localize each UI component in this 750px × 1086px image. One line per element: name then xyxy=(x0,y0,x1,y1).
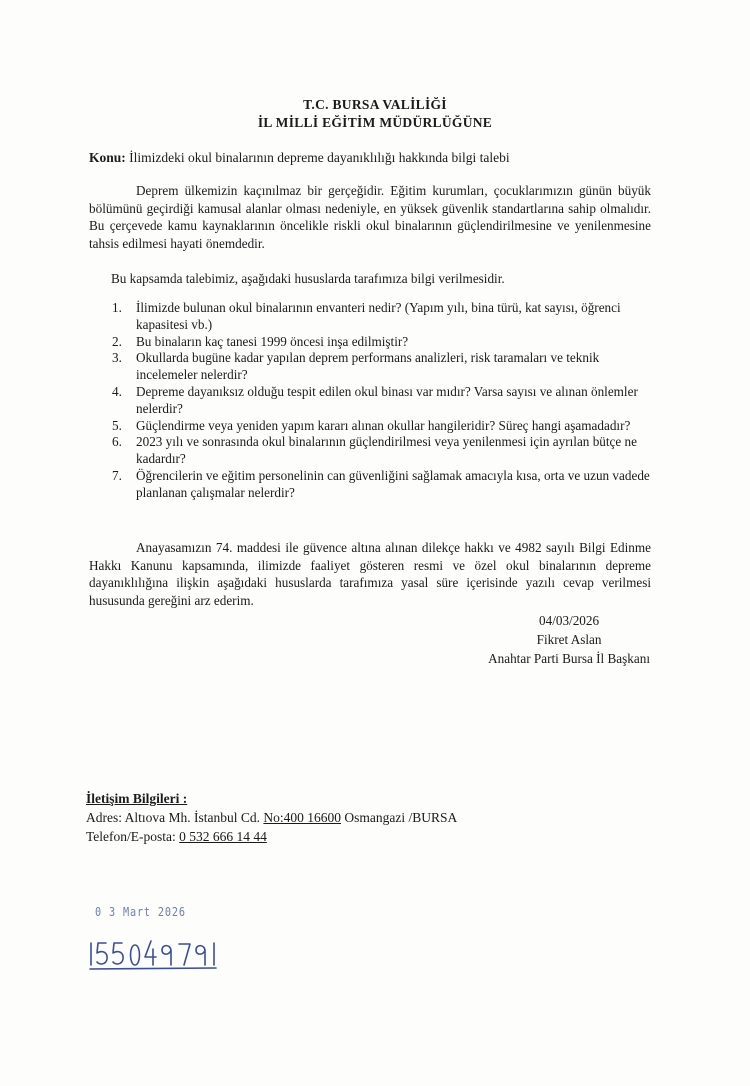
list-item-number: 7. xyxy=(112,467,122,483)
received-stamp-date: 0 3 Mart 2026 xyxy=(95,905,186,919)
paragraph-intro: Deprem ülkemizin kaçınılmaz bir gerçeğidir. Eğitim kurumları, çocuklarımızın günün büyük bölümünü geçirdiği kamusal alanlar olması nedeniyle, en yüksek güvenlik standartlarına sahip olmalıdır. Bu çerçevede kamu kaynaklarının öncelikle riskli okul binalarının güçlendirilmesine ve yenilenmesine tahsis edilmesi hayati önemdedir. xyxy=(89,183,651,251)
handwritten-number-drawing xyxy=(88,935,238,971)
address-label: Adres: Altıova Mh. İstanbul Cd. xyxy=(86,810,260,825)
list-item xyxy=(100,350,650,384)
list-item xyxy=(100,418,650,435)
list-item xyxy=(100,434,650,468)
paragraph-request: Bu kapsamda talebimiz, aşağıdaki hususlarda tarafımıza bilgi verilmesidir. xyxy=(111,271,505,286)
phone-number: 0 532 666 14 44 xyxy=(179,829,267,844)
contact-address xyxy=(86,808,457,827)
contact-phone xyxy=(86,827,457,846)
handwritten-registry-number xyxy=(88,935,238,976)
phone-label: Telefon/E-posta: xyxy=(86,829,176,844)
list-item xyxy=(100,300,650,334)
list-item-text: İlimizde bulunan okul binalarının envanteri nedir? (Yapım yılı, bina türü, kat sayısı, öğrenci kapasitesi vb.) xyxy=(136,300,621,332)
list-item-text: Öğrencilerin ve eğitim personelinin can güvenliğini sağlamak amacıyla kısa, orta ve uzun vadede planlanan çalışmalar nelerdir? xyxy=(136,467,650,500)
list-item xyxy=(100,384,650,418)
signature-name: Fikret Aslan xyxy=(536,632,602,647)
address-number: No:400 16600 xyxy=(263,810,341,825)
contact-title: İletişim Bilgileri : xyxy=(86,791,188,806)
subject-text: İlimizdeki okul binalarının depreme dayanıklılığı hakkında bilgi talebi xyxy=(129,150,510,165)
list-item-text: Bu binaların kaç tanesi 1999 öncesi inşa edilmiştir? xyxy=(136,333,409,349)
subject-line xyxy=(89,150,669,166)
signature-block xyxy=(488,611,650,668)
list-item-number: 3. xyxy=(112,350,122,366)
contact-block xyxy=(86,789,457,846)
list-item-text: Depreme dayanıksız olduğu tespit edilen okul binası var mıdır? Varsa sayısı ve alınan önlemler nelerdir? xyxy=(136,383,638,416)
subject-label: Konu: xyxy=(89,150,126,165)
address-rest: Osmangazi /BURSA xyxy=(344,810,458,825)
list-item-number: 5. xyxy=(112,417,122,433)
list-item-number: 6. xyxy=(112,434,122,450)
header-line-2: İL MİLLİ EĞİTİM MÜDÜRLÜĞÜNE xyxy=(257,115,493,130)
signature-date: 04/03/2026 xyxy=(539,613,600,628)
list-item-text: 2023 yılı ve sonrasında okul binalarının güçlendirilmesi veya yenilenmesi için ayrılan bütçe ne kadardır? xyxy=(136,434,637,467)
list-item-text: Okullarda bugüne kadar yapılan deprem performans analizleri, risk taramaları ve teknik incelemeler nelerdir? xyxy=(136,350,600,383)
letter-header xyxy=(0,96,750,132)
paragraph-closing: Anayasamızın 74. maddesi ile güvence altına alınan dilekçe hakkı ve 4982 sayılı Bilgi Edinme Hakkı Kanunu kapsamında, ilimizde faaliyet gösteren resmi ve özel okul binalarının depreme dayanıklılığına ilişkin aşağıdaki hususlarda tarafımıza yasal süre içerisinde yazılı cevap verilmesi hususunda gereğini arz ederim. xyxy=(89,540,651,608)
header-line-1: T.C. BURSA VALİLİĞİ xyxy=(303,97,447,112)
question-list xyxy=(100,300,650,502)
list-item-number: 1. xyxy=(112,300,122,315)
list-item-number: 2. xyxy=(112,333,122,349)
list-item xyxy=(100,468,650,502)
signature-title: Anahtar Parti Bursa İl Başkanı xyxy=(488,651,650,666)
list-item-number: 4. xyxy=(112,383,122,399)
list-item xyxy=(100,334,650,351)
list-item-text: Güçlendirme veya yeniden yapım kararı alınan okullar hangileridir? Süreç hangi aşamadadır? xyxy=(136,417,631,433)
